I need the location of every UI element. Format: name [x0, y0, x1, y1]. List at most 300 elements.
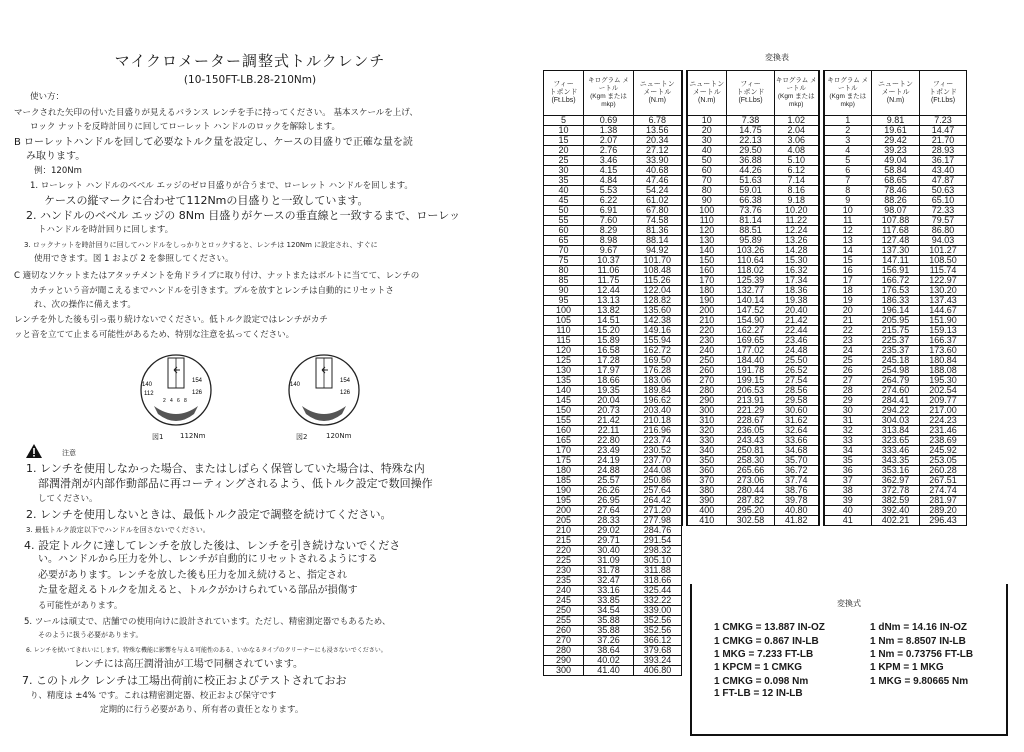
table-cell: 3 — [824, 136, 872, 146]
table-cell: 20.73 — [584, 406, 634, 416]
table-cell: 35 — [544, 176, 584, 186]
table-cell: 31.09 — [584, 556, 634, 566]
table-cell: 15.20 — [584, 326, 634, 336]
table-cell: 188.08 — [920, 366, 967, 376]
table-cell: 224.23 — [920, 416, 967, 426]
column-header: ニュートン メートル (N.m) — [687, 71, 727, 116]
table-cell: 14.51 — [584, 316, 634, 326]
table-cell: 12.44 — [584, 286, 634, 296]
instruction-line: マークされた矢印の付いた目盛りが見えるバランス レンチを手に持ってください。 基本スケールを上げ、 — [14, 108, 418, 118]
table-cell: 254.98 — [872, 366, 920, 376]
table-cell: 10 — [824, 206, 872, 216]
table-cell: 379.68 — [634, 646, 682, 656]
instruction-line: 2. ハンドルのベベル エッジの 8Nm 目盛りがケースの垂直線と一致するまで、ローレッ — [26, 209, 461, 222]
arrow-icon — [174, 367, 180, 373]
table-cell: 410 — [687, 516, 727, 526]
dial-label: 154 — [192, 378, 203, 384]
table-cell: 28.93 — [920, 146, 967, 156]
table-cell: 90 — [687, 196, 727, 206]
table-cell: 122.04 — [634, 286, 682, 296]
table-cell: 25 — [824, 356, 872, 366]
table-cell: 235 — [544, 576, 584, 586]
caution-line: 6. レンチを拭いてきれいにします。特殊な機能に影響を与える可能性のある、いかなるタイプのクリーナーにも浸さないでください。 — [26, 647, 387, 654]
table-cell: 50 — [544, 206, 584, 216]
table-cell: 5.10 — [775, 156, 819, 166]
table-cell: 55 — [544, 216, 584, 226]
table-header-row — [544, 71, 967, 116]
caution-line: 5. ツールは頑丈で、店舗での使用向けに設計されています。ただし、精密測定器でもあるため、 — [24, 617, 391, 627]
table-cell: 3.46 — [584, 156, 634, 166]
formula-title: 変換式 — [837, 599, 861, 608]
table-cell: 4.84 — [584, 176, 634, 186]
table-cell: 2.76 — [584, 146, 634, 156]
table-row — [544, 486, 967, 496]
table-cell: 43.40 — [920, 166, 967, 176]
table-cell: 1.02 — [775, 116, 819, 126]
table-cell: 50 — [687, 156, 727, 166]
table-cell: 38 — [824, 486, 872, 496]
table-cell: 200 — [544, 506, 584, 516]
dial-label: 112 — [144, 391, 154, 397]
table-cell: 23.46 — [775, 336, 819, 346]
table-cell: 210 — [544, 526, 584, 536]
table-cell: 120 — [687, 226, 727, 236]
table-row — [544, 226, 967, 236]
table-cell: 162.72 — [634, 346, 682, 356]
table-cell: 25.57 — [584, 476, 634, 486]
table-cell: 290 — [544, 656, 584, 666]
table-cell: 196.14 — [872, 306, 920, 316]
table-row — [544, 206, 967, 216]
table-cell: 6 — [824, 166, 872, 176]
table-cell: 39 — [824, 496, 872, 506]
table-cell: 223.74 — [634, 436, 682, 446]
table-cell: 110 — [687, 216, 727, 226]
table-cell: 7.60 — [584, 216, 634, 226]
table-cell: 7.23 — [920, 116, 967, 126]
table-cell: 10.20 — [775, 206, 819, 216]
table-cell: 162.27 — [727, 326, 775, 336]
knurled-handle — [302, 406, 346, 421]
table-cell: 108.48 — [634, 266, 682, 276]
table-cell: 32.47 — [584, 576, 634, 586]
table-cell: 29.42 — [872, 136, 920, 146]
table-cell: 205.95 — [872, 316, 920, 326]
column-header: キログラム メ ートル (Kgm または mkp) — [775, 71, 819, 116]
table-cell: 110 — [544, 326, 584, 336]
caution-line: そのように扱う必要があります。 — [38, 631, 143, 639]
table-cell: 72.33 — [920, 206, 967, 216]
table-row — [544, 266, 967, 276]
table-cell: 230 — [544, 566, 584, 576]
instruction-line: ッと音を立てて止まる可能性があるため、特別な注意を払ってください。 — [14, 330, 295, 340]
caution-line: 3. 最低トルク設定以下でハンドルを回さないでください。 — [26, 526, 210, 534]
table-cell: 406.80 — [634, 666, 682, 676]
table-cell: 400 — [687, 506, 727, 516]
table-cell: 264.42 — [634, 496, 682, 506]
table-cell: 237.70 — [634, 456, 682, 466]
table-cell: 81.14 — [727, 216, 775, 226]
table-cell: 8.29 — [584, 226, 634, 236]
table-cell: 180 — [687, 286, 727, 296]
table-cell: 85 — [544, 276, 584, 286]
table-cell: 125.39 — [727, 276, 775, 286]
table-cell: 250.81 — [727, 446, 775, 456]
table-row — [544, 336, 967, 346]
table-row — [544, 526, 967, 536]
table-cell: 370 — [687, 476, 727, 486]
table-cell: 81.36 — [634, 226, 682, 236]
instruction-line: B ローレットハンドルを回して必要なトルク量を設定し、ケースの目盛りで正確な量を読 — [14, 137, 413, 148]
table-cell: 14.47 — [920, 126, 967, 136]
table-cell: 8 — [824, 186, 872, 196]
table-cell: 280 — [687, 386, 727, 396]
table-cell: 195.30 — [920, 376, 967, 386]
caution-line: 1. レンチを使用しなかった場合、またはしばらく保管していた場合は、特殊な内 — [26, 462, 425, 475]
table-cell: 29.71 — [584, 536, 634, 546]
table-cell: 230 — [687, 336, 727, 346]
table-cell: 7.38 — [727, 116, 775, 126]
table-cell: 8.98 — [584, 236, 634, 246]
table-cell: 88.51 — [727, 226, 775, 236]
table-cell: 220 — [687, 326, 727, 336]
table-row — [544, 176, 967, 186]
table-cell: 287.82 — [727, 496, 775, 506]
table-cell: 5.53 — [584, 186, 634, 196]
table-row — [544, 496, 967, 506]
table-cell: 166.72 — [872, 276, 920, 286]
table-cell: 130 — [544, 366, 584, 376]
table-cell: 13.13 — [584, 296, 634, 306]
table-cell: 30.40 — [584, 546, 634, 556]
table-cell: 154.90 — [727, 316, 775, 326]
table-cell: 4.08 — [775, 146, 819, 156]
table-cell: 175 — [544, 456, 584, 466]
table-cell: 117.68 — [872, 226, 920, 236]
table-row — [544, 466, 967, 476]
table-cell: 61.02 — [634, 196, 682, 206]
table-cell: 144.67 — [920, 306, 967, 316]
table-cell: 150 — [687, 256, 727, 266]
table-cell: 215.75 — [872, 326, 920, 336]
table-cell: 213.91 — [727, 396, 775, 406]
table-cell: 26.52 — [775, 366, 819, 376]
table-cell: 366.12 — [634, 636, 682, 646]
formula-item: 1 MKG = 7.233 FT-LB — [714, 649, 814, 660]
figure-2-caption: 図2 — [296, 433, 308, 441]
table-cell: 36.72 — [775, 466, 819, 476]
dial-label: 8 — [184, 398, 187, 404]
table-cell: 37 — [824, 476, 872, 486]
table-cell: 37.74 — [775, 476, 819, 486]
table-cell: 65.10 — [920, 196, 967, 206]
table-cell: 291.54 — [634, 536, 682, 546]
table-cell: 20.04 — [584, 396, 634, 406]
table-cell: 294.22 — [872, 406, 920, 416]
table-cell: 41.82 — [775, 516, 819, 526]
table-cell: 103.26 — [727, 246, 775, 256]
table-cell: 155.94 — [634, 336, 682, 346]
table-cell: 228.67 — [727, 416, 775, 426]
table-cell: 33.16 — [584, 586, 634, 596]
table-row — [544, 246, 967, 256]
table-cell: 5 — [824, 156, 872, 166]
table-cell: 73.76 — [727, 206, 775, 216]
table-cell: 19.38 — [775, 296, 819, 306]
table-cell: 40.68 — [634, 166, 682, 176]
table-cell: 156.91 — [872, 266, 920, 276]
table-cell: 360 — [687, 466, 727, 476]
column-header: キログラム メ ートル (Kgm または mkp) — [584, 71, 634, 116]
table-cell: 250 — [687, 356, 727, 366]
dial-label: 6 — [177, 398, 180, 404]
column-header: キログラム メ ートル (Kgm または mkp) — [824, 71, 872, 116]
figure-2-value: 120Nm — [326, 432, 352, 440]
table-row — [544, 506, 967, 516]
table-cell: 16 — [824, 266, 872, 276]
table-cell: 36.17 — [920, 156, 967, 166]
table-cell: 59.01 — [727, 186, 775, 196]
table-cell: 33 — [824, 436, 872, 446]
table-cell: 392.40 — [872, 506, 920, 516]
caution-line: 4. 設定トルクに達してレンチを放した後は、レンチを引き続けないでくださ — [24, 539, 401, 552]
table-cell: 32.64 — [775, 426, 819, 436]
table-row — [544, 346, 967, 356]
table-row — [544, 276, 967, 286]
table-cell: 36.88 — [727, 156, 775, 166]
table-cell: 264.79 — [872, 376, 920, 386]
table-cell: 17.97 — [584, 366, 634, 376]
arrow-icon — [322, 367, 328, 373]
dial-label: 4 — [170, 398, 173, 404]
table-cell: 30.60 — [775, 406, 819, 416]
table-cell: 176.28 — [634, 366, 682, 376]
table-cell: 245.18 — [872, 356, 920, 366]
caution-line: 2. レンチを使用しないときは、最低トルク設定で調整を続けてください。 — [26, 508, 392, 521]
table-cell: 290 — [687, 396, 727, 406]
table-cell: 47.46 — [634, 176, 682, 186]
table-cell: 11.06 — [584, 266, 634, 276]
formula-item: 1 CMKG = 13.887 IN-OZ — [714, 622, 825, 633]
knurled-handle — [154, 406, 198, 421]
table-cell: 38.64 — [584, 646, 634, 656]
table-cell: 33.90 — [634, 156, 682, 166]
table-cell: 137.43 — [920, 296, 967, 306]
figure-1-value: 112Nm — [180, 432, 206, 440]
table-cell: 47.87 — [920, 176, 967, 186]
table-cell: 68.65 — [872, 176, 920, 186]
table-cell: 26.95 — [584, 496, 634, 506]
table-cell: 19.61 — [872, 126, 920, 136]
dial-label: 154 — [340, 378, 351, 384]
figure-1-caption: 図1 — [152, 433, 164, 441]
dial-label: 126 — [192, 390, 203, 396]
table-cell: 17.28 — [584, 356, 634, 366]
table-cell: 30 — [824, 406, 872, 416]
table-cell: 34.54 — [584, 606, 634, 616]
table-cell: 169.50 — [634, 356, 682, 366]
table-cell: 191.78 — [727, 366, 775, 376]
table-cell: 21.70 — [920, 136, 967, 146]
table-row — [544, 396, 967, 406]
table-cell: 257.64 — [634, 486, 682, 496]
table-cell: 118.02 — [727, 266, 775, 276]
instruction-line: ロック ナットを反時計回りに回してローレット ハンドルのロックを解除します。 — [30, 122, 340, 132]
table-cell: 333.46 — [872, 446, 920, 456]
table-cell: 67.80 — [634, 206, 682, 216]
table-cell: 10.37 — [584, 256, 634, 266]
table-row — [544, 196, 967, 206]
table-cell: 21.42 — [584, 416, 634, 426]
table-cell: 390 — [687, 496, 727, 506]
table-cell: 140.14 — [727, 296, 775, 306]
table-row — [544, 376, 967, 386]
instruction-line: カチッという音が聞こえるまでハンドルを引きます。プルを放すとレンチは自動的にリセットさ — [30, 286, 394, 296]
table-cell: 145 — [544, 396, 584, 406]
table-cell: 160 — [687, 266, 727, 276]
table-cell: 50.63 — [920, 186, 967, 196]
caution-line: 7. このトルク レンチは工場出荷前に校正およびテストされておお — [22, 674, 347, 687]
table-cell: 40 — [687, 146, 727, 156]
table-cell: 169.65 — [727, 336, 775, 346]
table-cell: 200 — [687, 306, 727, 316]
table-cell: 325.44 — [634, 586, 682, 596]
table-cell: 270 — [544, 636, 584, 646]
table-cell: 253.05 — [920, 456, 967, 466]
table-cell: 209.77 — [920, 396, 967, 406]
figure-1-dial — [138, 352, 214, 428]
table-cell: 35.88 — [584, 626, 634, 636]
table-cell: 258.30 — [727, 456, 775, 466]
table-row — [544, 366, 967, 376]
table-cell: 273.06 — [727, 476, 775, 486]
formula-item: 1 KPM = 1 MKG — [870, 662, 944, 673]
table-cell: 340 — [687, 446, 727, 456]
table-cell: 54.24 — [634, 186, 682, 196]
table-cell: 13 — [824, 236, 872, 246]
table-cell: 108.50 — [920, 256, 967, 266]
table-cell: 51.63 — [727, 176, 775, 186]
table-cell: 122.97 — [920, 276, 967, 286]
table-cell: 280 — [544, 646, 584, 656]
table-cell: 80 — [687, 186, 727, 196]
table-cell: 15.30 — [775, 256, 819, 266]
table-cell: 265.66 — [727, 466, 775, 476]
table-cell: 177.02 — [727, 346, 775, 356]
table-cell: 199.15 — [727, 376, 775, 386]
table-cell: 115 — [544, 336, 584, 346]
conversion-formulas-box — [690, 584, 1008, 736]
table-row — [544, 296, 967, 306]
table-cell: 17 — [824, 276, 872, 286]
table-cell: 37.26 — [584, 636, 634, 646]
table-row — [544, 156, 967, 166]
table-cell: 78.46 — [872, 186, 920, 196]
table-cell: 120 — [544, 346, 584, 356]
table-row — [544, 126, 967, 136]
table-cell: 79.57 — [920, 216, 967, 226]
table-cell: 75 — [544, 256, 584, 266]
instruction-line: レンチを外した後も引っ張り続けないでください。低トルク設定ではレンチがカチ — [14, 315, 328, 325]
table-cell: 23.49 — [584, 446, 634, 456]
table-cell: 49.04 — [872, 156, 920, 166]
table-cell: 18.66 — [584, 376, 634, 386]
table-cell: 32 — [824, 426, 872, 436]
table-cell: 95.89 — [727, 236, 775, 246]
table-cell: 26.26 — [584, 486, 634, 496]
table-cell: 28.33 — [584, 516, 634, 526]
table-cell: 13.56 — [634, 126, 682, 136]
table-cell: 0.69 — [584, 116, 634, 126]
table-cell: 44.26 — [727, 166, 775, 176]
table-cell: 127.48 — [872, 236, 920, 246]
table-cell: 22 — [824, 326, 872, 336]
table-cell: 295.20 — [727, 506, 775, 516]
table-cell: 74.58 — [634, 216, 682, 226]
table-cell: 115.26 — [634, 276, 682, 286]
table-cell: 225.37 — [872, 336, 920, 346]
table-cell: 339.00 — [634, 606, 682, 616]
table-cell: 4.15 — [584, 166, 634, 176]
table-cell: 244.08 — [634, 466, 682, 476]
caution-line: レンチには高圧潤滑油が工場で同梱されています。 — [74, 659, 303, 670]
formula-item: 1 Nm = 0.73756 FT-LB — [870, 649, 974, 660]
table-cell: 14.28 — [775, 246, 819, 256]
table-cell: 170 — [687, 276, 727, 286]
table-cell: 94.92 — [634, 246, 682, 256]
table-cell: 33.66 — [775, 436, 819, 446]
caution-line: 定期的に行う必要があり、所有者の責任となります。 — [100, 705, 304, 715]
table-cell: 65 — [544, 236, 584, 246]
table-cell: 310 — [687, 416, 727, 426]
table-cell: 105 — [544, 316, 584, 326]
column-header: ニュートン メートル (N.m) — [872, 71, 920, 116]
table-cell: 250.86 — [634, 476, 682, 486]
table-cell: 125 — [544, 356, 584, 366]
table-cell: 25 — [544, 156, 584, 166]
table-cell: 184.40 — [727, 356, 775, 366]
column-header: フィー トポンド (Ft.Lbs) — [544, 71, 584, 116]
table-cell: 20.34 — [634, 136, 682, 146]
table-cell: 40.80 — [775, 506, 819, 516]
figure-2-dial — [286, 352, 362, 428]
table-cell: 10 — [687, 116, 727, 126]
table-cell: 16.32 — [775, 266, 819, 276]
table-cell: 166.37 — [920, 336, 967, 346]
instruction-line: 1. ローレット ハンドルのベベル エッジのゼロ目盛りが合うまで、ローレット ハンドルを回します。 — [30, 181, 413, 191]
table-cell: 6.12 — [775, 166, 819, 176]
table-cell: 220 — [544, 546, 584, 556]
table-cell: 41.40 — [584, 666, 634, 676]
table-cell: 186.33 — [872, 296, 920, 306]
table-cell: 155 — [544, 416, 584, 426]
table-row — [544, 406, 967, 416]
table-cell: 9.18 — [775, 196, 819, 206]
table-cell: 150 — [544, 406, 584, 416]
table-cell: 281.97 — [920, 496, 967, 506]
caution-line: る可能性があります。 — [38, 601, 123, 611]
table-cell: 4 — [824, 146, 872, 156]
table-cell: 86.80 — [920, 226, 967, 236]
table-cell: 216.96 — [634, 426, 682, 436]
table-cell: 33.85 — [584, 596, 634, 606]
table-cell: 180.84 — [920, 356, 967, 366]
table-cell: 2 — [824, 126, 872, 136]
table-row — [544, 236, 967, 246]
table-cell: 255 — [544, 616, 584, 626]
table-cell: 238.69 — [920, 436, 967, 446]
table-cell: 88.26 — [872, 196, 920, 206]
